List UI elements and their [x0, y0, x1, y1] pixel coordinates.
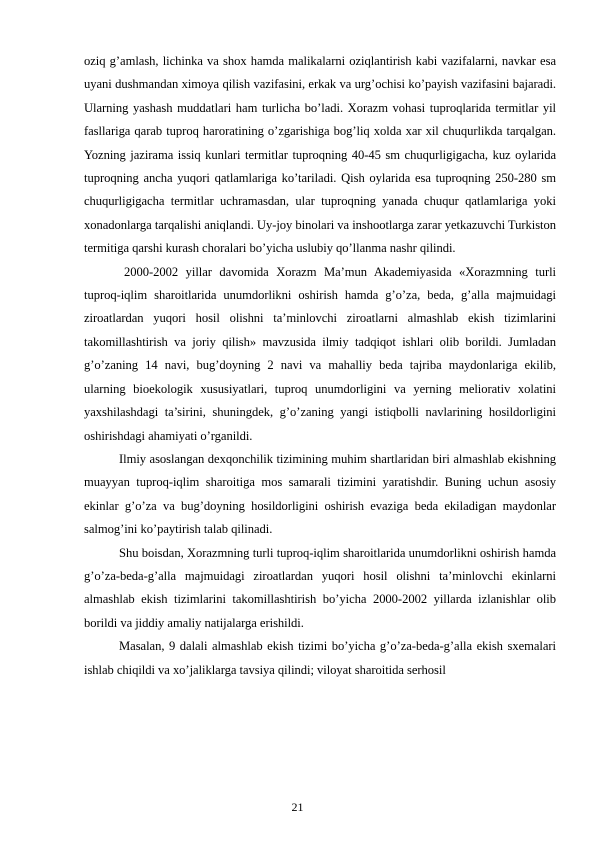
paragraph-crop-rotation-conditions: Ilmiy asoslangan dexqonchilik tizimining muhim shartlaridan biri almashlab ekishning muayyan tuproq-iqlim sharoitiga mos samarali tizimini yaratishdir. Buning uchun asosiy ekinlar g’o’za va bug’doyning hosildorligini oshirish evaziga beda ekiladigan maydonlar salmog’ini ko’paytirish talab qilinadi. — [84, 451, 556, 537]
paragraph-nine-field-rotation: Masalan, 9 dalali almashlab ekish tizimi bo’yicha g’o’za-beda-g’alla ekish sxemalari ishlab chiqildi va xo’jaliklarga tavsiya qilindi; viloyat sharoitida serhosil — [84, 639, 556, 677]
paragraph-research-2000-2002: 2000-2002 yillar davomida Xorazm Ma’mun Akademiyasida «Xorazmning turli tuproq-iqlim sharoitlarida unumdorlikni oshirish hamda g’o’za, beda, g’alla majmuidagi ziroatlardan yuqori hosil olishni ta’minlovchi ziroatlarni almashlab ekish tizimlarini takomillashtirish va joriy qilish» mavzusida ilmiy tadqiqot ishlari olib borildi. Jumladan g’o’zaning 14 navi, bug’doyning 2 navi va mahalliy beda tajriba maydonlariga ekilib, ularning bioekologik xususiyatlari, tuproq unumdorligini va yerning meliorativ xolatini yaxshilashdagi ta’sirini, shuningdek, g’o’zaning yangi istiqbolli navlarining hosildorligini oshirishdagi ahamiyati o’rganildi. — [84, 264, 556, 443]
paragraph-rotation-improvement: Shu boisdan, Xorazmning turli tuproq-iqlim sharoitlarida unumdorlikni oshirish hamda g’o’za-beda-g’alla majmuidagi ziroatlardan yuqori hosil olishni ta’minlovchi ekinlarni almashlab ekish tizimlarini takomillashtirish bo’yicha 2000-2002 yillarda izlanishlar olib borildi va jiddiy amaliy natijalarga erishildi. — [84, 545, 556, 630]
paragraph-termite-roles: oziq g’amlash, lichinka va shox hamda malikalarni oziqlantirish kabi vazifalarni, navkar esa uyani dushmandan ximoya qilish vazifasini, erkak va urg’ochisi ko’payish vazifasini bajaradi. Ularning yashash muddatlari ham turlicha bo’ladi. Xorazm vohasi tuproqlarida termitlar yil fasllariga qarab tuproq haroratining o’zgarishiga bog’liq xolda xar xil chuqurlikda tarqalgan. Yozning jazirama issiq kunlari termitlar tuproqning 40-45 sm chuqurligigacha, kuz oylarida tuproqning ancha yuqori qatlamlariga ko’tariladi. Qish oylarida esa tuproqning 250-280 sm chuqurligigacha termitlar uchramasdan, ular tuproqning yanada chuqur qatlamlariga yoki xonadonlarga tarqalishi aniqlandi. Uy-joy binolari va inshootlarga zarar yetkazuvchi Turkiston termitiga qarshi kurash choralari bo’yicha uslubiy qo’llanma nashr qilindi. — [84, 54, 556, 256]
document-body — [84, 50, 556, 682]
page-number: 21 — [291, 800, 304, 814]
